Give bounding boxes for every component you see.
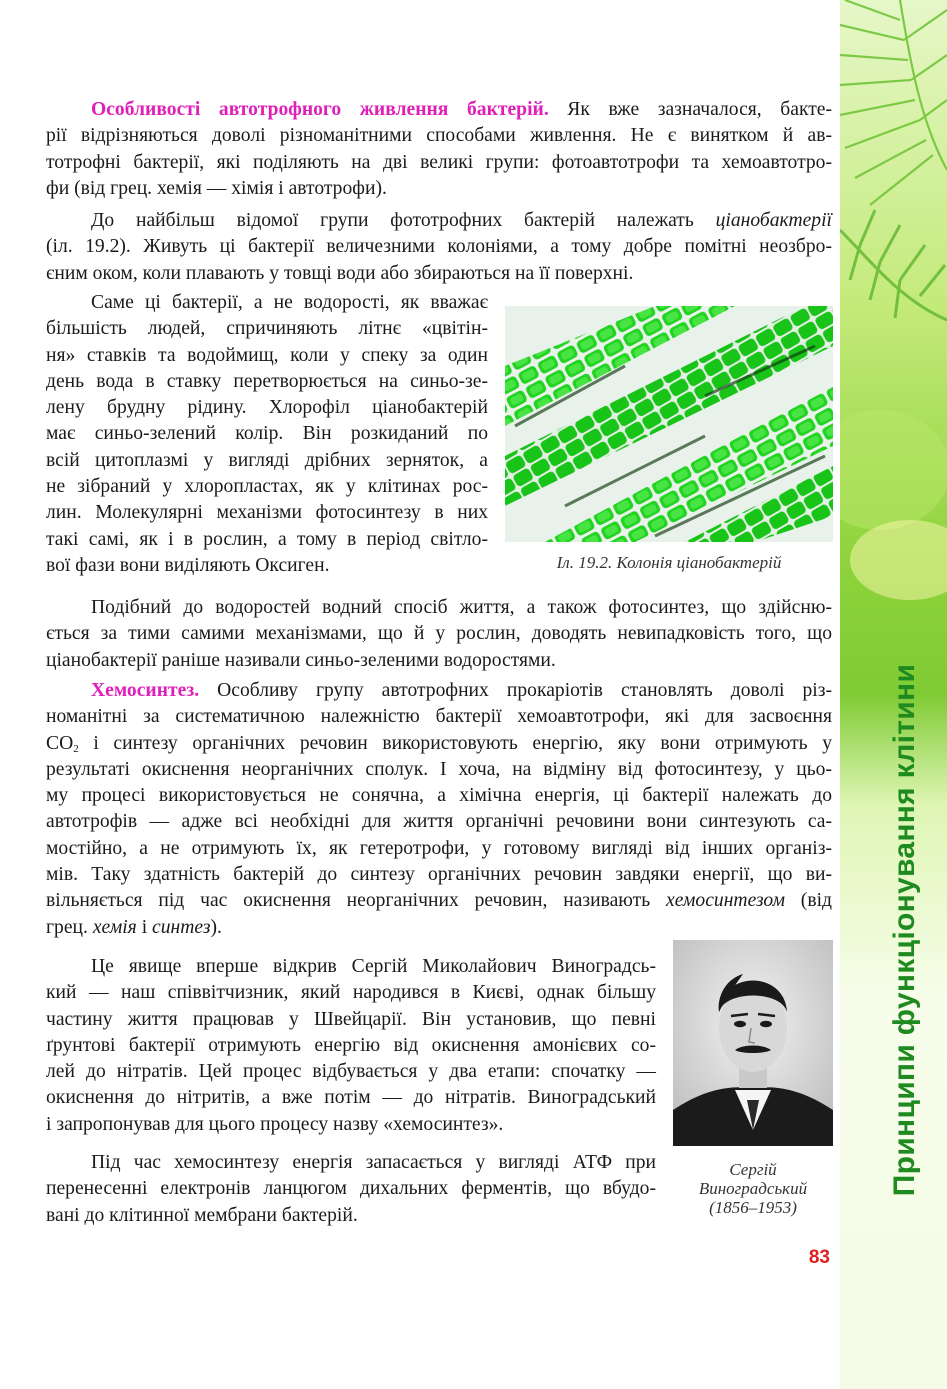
figure-caption-portrait: Сергій Виноградський (1856–1953): [698, 1160, 808, 1217]
cyanobacteria-photo: [505, 306, 833, 542]
text-line: перенесенні електронів ланцюгом дихальних ферментів, що вбудо-: [46, 1178, 656, 1200]
text-line: $CO_2$ і синтезу органічних речовин використовують енергію, яку вони отримують у: [46, 732, 832, 755]
text-line: єним оком, коли плавають у товщі води або збираються на її поверхні.: [46, 262, 634, 284]
text-line: (іл. 19.2). Живуть ці бактерії величезними колоніями, а тому добре помітні неозбро-: [46, 236, 832, 258]
text-line: не зібраний у хлоропластах, як у клітинах рос-: [46, 476, 488, 498]
paragraph-autotrophic: [46, 97, 832, 202]
text-line: номанітні за систематичною належністю бактерії хемоавтотрофи, які для засвоєння: [46, 706, 832, 728]
text-line: До найбільш відомої групи фототрофних бактерій належать ціанобактерії: [91, 210, 832, 231]
side-decoration: [840, 0, 947, 1389]
text-line: день вода в ставку перетворюється на синьо-зе-: [46, 370, 488, 392]
text-line: рії відрізняються доволі різноманітними способами живлення. Не є винятком й ав-: [46, 125, 832, 147]
text-line: мів. Таку здатність бактерій до синтезу органічних речовин завдяки енергії, що ви-: [46, 864, 832, 886]
text-line: і запропонував для цього процесу назву «хемосинтез».: [46, 1113, 504, 1135]
text-line: Подібний до водоростей водний спосіб життя, а також фотосинтез, що здійсню-: [91, 597, 832, 618]
text-line: ється за тими самими механізмами, що й у рослин, доводять невипадковість того, що: [46, 623, 832, 645]
text-line: ціанобактерії раніше називали синьо-зеленими водоростями.: [46, 649, 556, 671]
chapter-title-vertical: Принципи функціонування клітини: [888, 663, 921, 1197]
text-line: ґрунтові бактерії отримують енергію від окиснення амонієвих со-: [46, 1034, 656, 1056]
text-line: вільняється під час окиснення неорганічних речовин, називають хемосинтезом (від: [46, 890, 832, 912]
text-line: Хемосинтез. Особливу групу автотрофних прокаріотів становлять доволі різ-: [91, 680, 832, 701]
text-line: автотрофів — адже всі необхідні для життя органічні речовини вони синтезують са-: [46, 811, 832, 833]
text-line: Це явище вперше відкрив Сергій Миколайович Виноградсь-: [91, 956, 656, 977]
paragraph-chemosynthesis: [46, 678, 832, 941]
page-number: 83: [808, 1247, 830, 1268]
text-line: всій цитоплазмі у вигляді дрібних зерняток, а: [46, 449, 488, 471]
paragraph-cyanobacteria: [46, 208, 832, 287]
text-line: частину життя працював у Швейцарії. Він установив, що певні: [46, 1008, 656, 1030]
text-line: му процесі використовується не сонячна, а хімічна енергія, ці бактерії належать до: [46, 785, 832, 807]
paragraph-bloom: [46, 290, 488, 579]
paragraph-atp: [46, 1150, 656, 1229]
text-line: окиснення до нітритів, а вже потім — до нітратів. Виноградський: [46, 1087, 656, 1109]
figure-caption-cyanobacteria: Іл. 19.2. Колонія ціанобактерій: [556, 553, 782, 572]
text-line: має синьо-зелений колір. Він розкиданий по: [46, 423, 488, 445]
text-line: Саме ці бактерії, а не водорості, як вважає: [91, 292, 488, 313]
text-line: більшість людей, спричиняють літнє «цвітін-: [46, 318, 488, 340]
vinogradsky-portrait: [673, 940, 833, 1146]
text-line: лин. Молекулярні механізми фотосинтезу в них: [46, 502, 488, 524]
text-line: Особливості автотрофного живлення бактерій. Як вже зазначалося, бакте-: [91, 99, 832, 120]
paragraph-bluegreen-algae: [46, 595, 832, 674]
paragraph-vinogradsky: [46, 954, 656, 1138]
text-line: такі самі, як і в рослин, а тому в період світло-: [46, 528, 488, 550]
section-heading-chemosynthesis: Хемосинтез.: [91, 680, 200, 701]
section-heading-autotrophic: Особливості автотрофного живлення бактерій.: [91, 99, 549, 120]
text-line: лей до нітратів. Цей процес відбувається у два етапи: спочатку —: [46, 1061, 656, 1083]
text-line: грец. хемія і синтез).: [46, 916, 222, 938]
text-line: вої фази вони виділяють Оксиген.: [46, 554, 330, 576]
text-line: вані до клітинної мембрани бактерій.: [46, 1204, 358, 1226]
text-line: лену брудну рідину. Хлорофіл ціанобактерій: [46, 397, 488, 419]
text-line: Під час хемосинтезу енергія запасається у вигляді АТФ при: [91, 1152, 656, 1173]
text-line: кий — наш співвітчизник, який народився в Києві, однак більшу: [46, 982, 656, 1004]
text-line: мостійно, а не отримують їх, як гетеротрофи, у готовому вигляді від інших організ-: [46, 837, 832, 859]
text-line: тотрофні бактерії, які поділяють на дві великі групи: фотоавтотрофи та хемоавтотро-: [46, 151, 832, 173]
text-line: результаті окиснення неорганічних сполук. І хоча, на відміну від фотосинтезу, у цьо-: [46, 758, 832, 780]
text-line: ня» ставків та водоймищ, коли у спеку за один: [46, 344, 488, 366]
text-line: фи (від грец. хемія — хімія і автотрофи).: [46, 177, 387, 199]
